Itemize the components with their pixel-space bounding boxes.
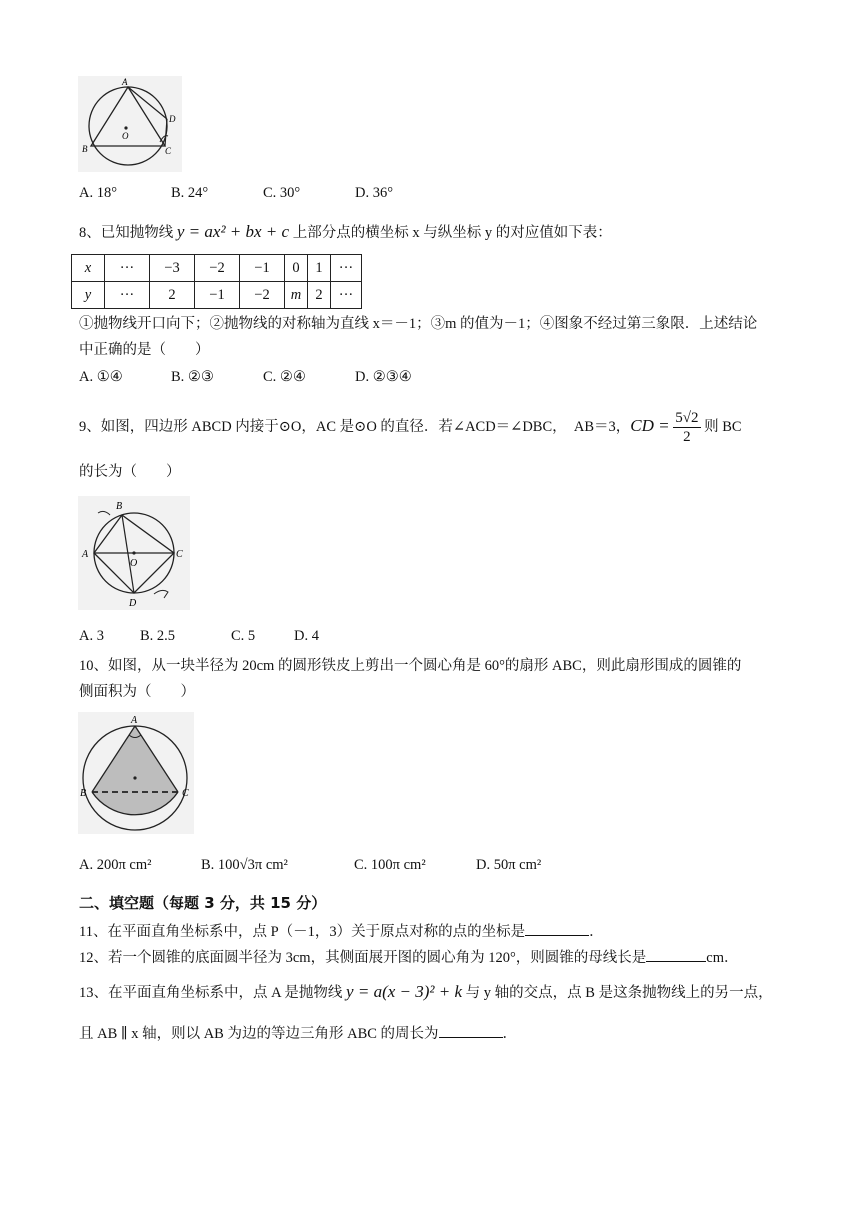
table-row	[72, 282, 362, 309]
q7-label-a: A	[122, 77, 128, 87]
q9-option-a: A. 3	[79, 628, 104, 644]
q8-conclusions-line2: 中正确的是（ ）	[79, 342, 210, 358]
q8-option-a: A. ①④	[79, 369, 123, 385]
q12-answer-blank[interactable]	[646, 946, 706, 962]
table-cell-x-label: x	[72, 255, 105, 282]
table-cell: −2	[240, 282, 285, 309]
q13-formula: y = a(x − 3)² + k	[346, 982, 463, 1001]
q10-label-a: A	[131, 715, 138, 726]
table-cell: m	[285, 282, 308, 309]
q7-option-a: A. 18°	[79, 185, 118, 201]
q13-line1	[79, 982, 773, 1003]
q10-option-c: C. 100π cm²	[354, 857, 426, 873]
q13-line1-b: 与 y 轴的交点，点 B 是这条抛物线上的另一点，	[462, 985, 773, 1001]
q9-stem-b: 则 BC	[700, 419, 742, 435]
q10-stem-line2: 侧面积为（ ）	[79, 684, 195, 700]
table-cell: −2	[195, 255, 240, 282]
table-cell: ···	[331, 255, 362, 282]
q7-label-d: D	[169, 114, 176, 124]
q9-option-c: C. 5	[231, 628, 256, 644]
q7-label-o: O	[122, 131, 129, 141]
q13-line2-end: ．	[502, 1026, 518, 1042]
q10-figure	[78, 712, 194, 834]
q8-option-d: D. ②③④	[355, 369, 412, 385]
q9-label-c: C	[176, 549, 183, 560]
q9-fraction-denominator: 2	[683, 429, 691, 446]
q9-fraction	[673, 409, 700, 446]
q9-stem-a: 9、如图，四边形 ABCD 内接于⊙O，AC 是⊙O 的直径．若∠ACD＝∠DBC， AB＝3，	[79, 419, 631, 435]
table-cell: ···	[105, 282, 150, 309]
q7-label-b: B	[82, 144, 88, 154]
q11-answer-blank[interactable]	[525, 920, 589, 936]
q11-text: 11、在平面直角坐标系中，点 P（－1，3）关于原点对称的点的坐标是	[79, 924, 526, 940]
q13-line2-a: 且 AB ∥ x 轴，则以 AB 为边的等边三角形 ABC 的周长为	[79, 1026, 439, 1042]
table-row	[72, 255, 362, 282]
q10-option-a: A. 200π cm²	[79, 857, 152, 873]
q12-stem	[79, 946, 738, 968]
q8-option-c: C. ②④	[263, 369, 306, 385]
q10-stem-line1: 10、如图，从一块半径为 20cm 的圆形铁皮上剪出一个圆心角是 60°的扇形 ABC，则此扇形围成的圆锥的	[79, 658, 742, 674]
table-cell: 1	[308, 255, 331, 282]
q8-stem-a: 8、已知抛物线	[79, 225, 177, 241]
q7-label-c: C	[165, 146, 172, 156]
table-cell: −1	[195, 282, 240, 309]
q9-figure	[78, 496, 190, 610]
q9-label-b: B	[116, 501, 123, 512]
table-cell: −3	[150, 255, 195, 282]
q9-cd-label: CD =	[630, 416, 670, 435]
q9-label-a: A	[82, 549, 89, 560]
q12-text: 12、若一个圆锥的底面圆半径为 3cm，其侧面展开图的圆心角为 120°，则圆锥的母线长是	[79, 950, 647, 966]
q13-line1-a: 13、在平面直角坐标系中，点 A 是抛物线	[79, 985, 347, 1001]
q7-figure	[78, 76, 182, 172]
q13-answer-blank[interactable]	[439, 1022, 503, 1038]
table-cell: 2	[150, 282, 195, 309]
q7-option-b: B. 24°	[171, 185, 209, 201]
table-cell: ···	[331, 282, 362, 309]
table-cell: 2	[308, 282, 331, 309]
table-cell: −1	[240, 255, 285, 282]
q7-option-d: D. 36°	[355, 185, 394, 201]
section-2-title: 二、填空题（每题 3 分，共 15 分）	[79, 894, 327, 912]
table-cell: 0	[285, 255, 308, 282]
q8-formula: y = ax² + bx + c	[176, 222, 290, 241]
table-cell-y-label: y	[72, 282, 105, 309]
q8-stem-b: 上部分点的横坐标 x 与纵坐标 y 的对应值如下表：	[289, 225, 612, 241]
q10-option-b: B. 100√3π cm²	[201, 857, 288, 873]
q8-conclusions-line1: ①抛物线开口向下；②抛物线的对称轴为直线 x＝－1；③m 的值为－1；④图象不经过第三象限．上述结论	[79, 316, 758, 332]
q9-fraction-numerator: 5√2	[675, 410, 699, 427]
q9-stem-line2: 的长为（ ）	[79, 464, 181, 480]
q9-option-b: B. 2.5	[140, 628, 176, 644]
q9-label-d: D	[129, 598, 137, 609]
q9-option-d: D. 4	[294, 628, 319, 644]
q8-value-table	[71, 254, 362, 309]
q7-option-c: C. 30°	[263, 185, 301, 201]
q11-end: ．	[589, 924, 604, 940]
q10-label-b: B	[80, 788, 87, 799]
q9-label-o: O	[130, 558, 138, 569]
q13-line2	[79, 1022, 517, 1044]
q8-stem	[79, 222, 612, 243]
q12-end: cm．	[706, 950, 739, 966]
q11-stem	[79, 920, 604, 942]
q8-option-b: B. ②③	[171, 369, 214, 385]
q9-stem-line1	[79, 406, 742, 447]
q10-option-d: D. 50π cm²	[476, 857, 542, 873]
table-cell: ···	[105, 255, 150, 282]
q10-label-c: C	[182, 788, 189, 799]
